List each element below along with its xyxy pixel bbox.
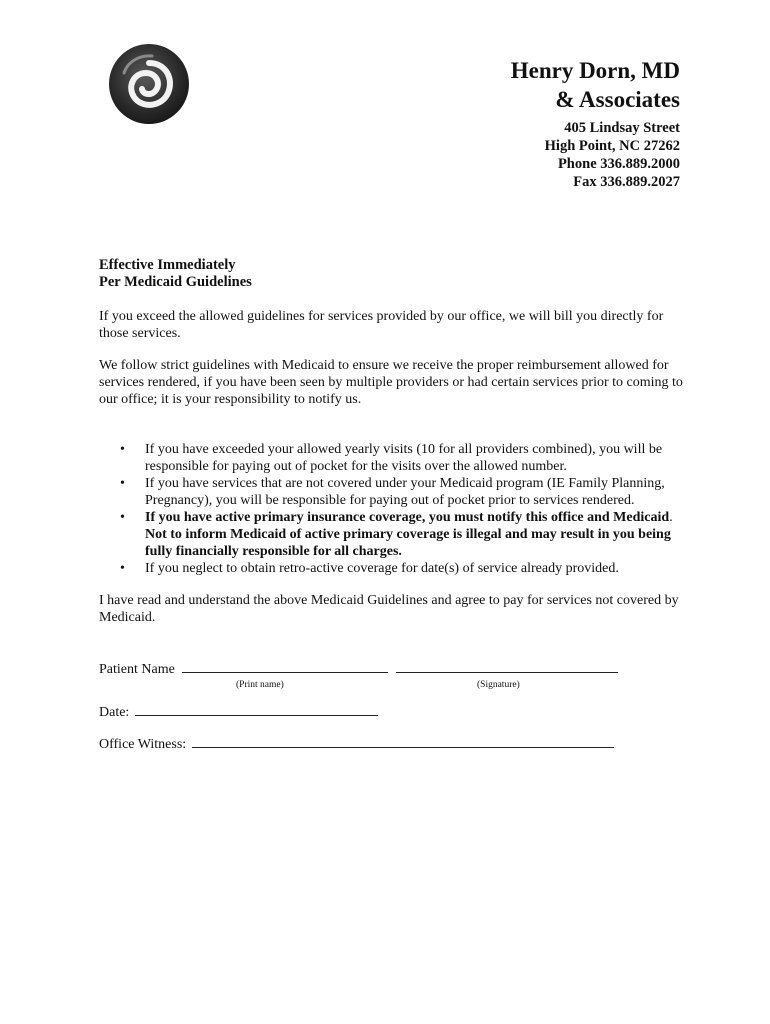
date-label: Date: <box>99 705 130 720</box>
bullet-icon: • <box>120 561 125 576</box>
patient-name-row <box>99 659 684 676</box>
bullet-icon: • <box>120 442 125 457</box>
bullet-icon: • <box>120 476 125 491</box>
bullet-icon: • <box>120 510 125 525</box>
rules-list <box>99 441 684 577</box>
firm-name-line1: Henry Dorn, MD <box>510 58 680 83</box>
list-item <box>99 560 684 577</box>
document-body <box>99 257 684 751</box>
list-item <box>99 441 684 475</box>
rule-primary-insurance: If you have active primary insurance coverage, you must notify this office and Medicaid <box>145 510 670 525</box>
date-row <box>99 702 684 719</box>
signature-block <box>99 659 684 751</box>
rule-yearly-visits: If you have exceeded your allowed yearly visits (10 for all providers combined), you will be responsible for paying out of pocket for the visits over the allowed number. <box>145 442 663 474</box>
signature-sublabels <box>99 676 684 696</box>
print-name-caption: (Print name) <box>236 680 284 690</box>
heading-line1: Effective Immediately <box>99 257 236 273</box>
list-item <box>99 509 684 560</box>
acknowledgement-text: I have read and understand the above Medicaid Guidelines and agree to pay for services not covered by Medicaid. <box>99 593 679 625</box>
heading-line2: Per Medicaid Guidelines <box>99 274 252 290</box>
rule-primary-insurance-warning: Not to inform Medicaid of active primary coverage is illegal and may result in you being fully financially responsible for all charges. <box>145 527 671 559</box>
office-witness-label: Office Witness: <box>99 737 187 752</box>
paragraph-billing: If you exceed the allowed guidelines for services provided by our office, we will bill you directly for those services. <box>99 309 664 341</box>
date-line[interactable] <box>135 702 378 716</box>
firm-name-line2: & Associates <box>555 87 680 112</box>
patient-name-label: Patient Name <box>99 662 175 677</box>
witness-row <box>99 734 684 751</box>
rule-retro-coverage: If you neglect to obtain retro-active coverage for date(s) of service already provided. <box>145 561 619 576</box>
phone-number: Phone 336.889.2000 <box>557 156 680 172</box>
witness-line[interactable] <box>192 734 614 748</box>
rule-primary-insurance-period: . <box>669 510 673 525</box>
signature-line[interactable] <box>396 659 618 673</box>
letterhead <box>511 56 680 191</box>
rule-uncovered-services: If you have services that are not covered under your Medicaid program (IE Family Planning, Pregnancy), you will be responsible for paying out of pocket prior to services rendered. <box>145 476 665 508</box>
list-item <box>99 475 684 509</box>
notice-heading <box>99 257 684 291</box>
paragraph-guidelines: We follow strict guidelines with Medicaid to ensure we receive the proper reimbursement allowed for services rendered, if you have been seen by multiple providers or had certain services prior to coming to our office; it is your responsibility to notify us. <box>99 358 683 407</box>
print-name-line[interactable] <box>182 659 388 673</box>
swirl-logo-icon <box>108 43 190 125</box>
city-state-zip: High Point, NC 27262 <box>544 138 680 154</box>
street-address: 405 Lindsay Street <box>564 120 680 136</box>
signature-caption: (Signature) <box>477 680 520 690</box>
fax-number: Fax 336.889.2027 <box>573 174 680 190</box>
